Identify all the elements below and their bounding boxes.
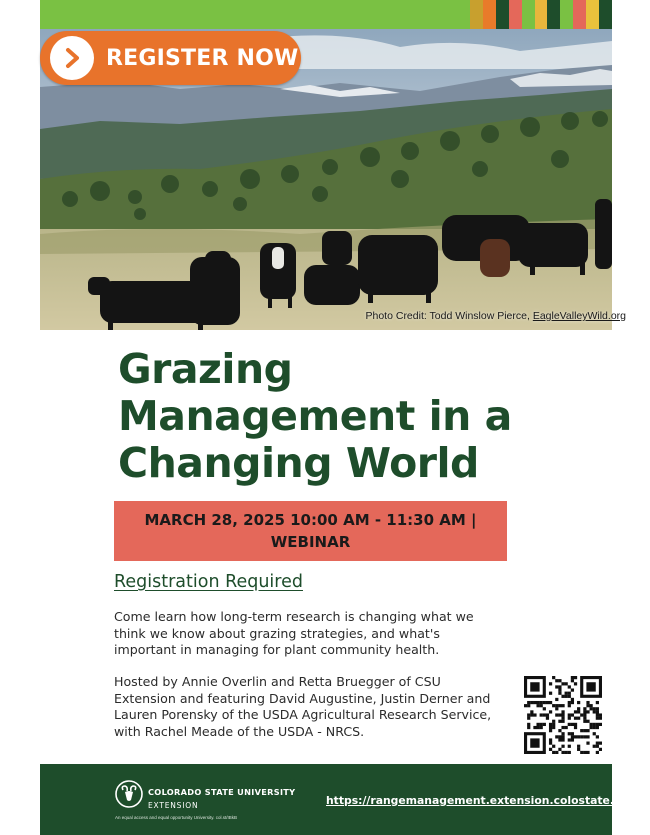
event-title	[118, 346, 578, 487]
qr-code-icon[interactable]	[524, 676, 602, 754]
chevron-right-icon	[50, 36, 94, 80]
color-stripe	[599, 0, 612, 29]
color-stripe	[573, 0, 586, 29]
color-stripe	[522, 0, 535, 29]
photo-credit-link[interactable]: EagleValleyWild.org	[532, 310, 626, 322]
hosts-description: Hosted by Annie Overlin and Retta Bruegger of CSU Extension and featuring David Augustine, Justin Derner and Lauren Porensky of the USDA Agricultural Research Service, with Rachel Meade of the USDA - NRCS.	[114, 674, 492, 739]
title-line-1: Grazing	[118, 345, 293, 393]
event-format: WEBINAR	[270, 533, 351, 551]
color-stripe	[535, 0, 548, 29]
top-accent-bar	[40, 0, 470, 29]
color-stripe	[470, 0, 483, 29]
website-link[interactable]: https://rangemanagement.extension.colostate.edu	[326, 794, 637, 807]
register-now-label: REGISTER NOW	[106, 45, 299, 71]
register-now-button[interactable]	[40, 31, 301, 85]
color-stripe	[496, 0, 509, 29]
equal-opportunity-disclaimer: An equal access and equal opportunity University. col.st/IBkB	[115, 815, 237, 820]
ram-logo-icon	[115, 780, 143, 808]
university-name: COLORADO STATE UNIVERSITY	[148, 787, 296, 797]
title-line-3: Changing World	[118, 439, 479, 487]
registration-required-link[interactable]: Registration Required	[114, 572, 303, 592]
color-stripe	[560, 0, 573, 29]
color-stripes	[470, 0, 612, 29]
color-stripe	[586, 0, 599, 29]
event-description: Come learn how long-term research is changing what we think we know about grazing strategies, and what's important in managing for plant community health.	[114, 609, 474, 657]
footer-banner	[40, 764, 637, 835]
event-date-banner	[114, 501, 507, 561]
photo-credit-text: Photo Credit: Todd Winslow Pierce,	[365, 310, 533, 322]
extension-label: EXTENSION	[148, 801, 199, 810]
title-line-2: Management in a	[118, 392, 512, 440]
event-date-time: MARCH 28, 2025 10:00 AM - 11:30 AM |	[144, 511, 477, 529]
color-stripe	[483, 0, 496, 29]
color-stripe	[509, 0, 522, 29]
photo-credit	[366, 310, 627, 322]
color-stripe	[547, 0, 560, 29]
